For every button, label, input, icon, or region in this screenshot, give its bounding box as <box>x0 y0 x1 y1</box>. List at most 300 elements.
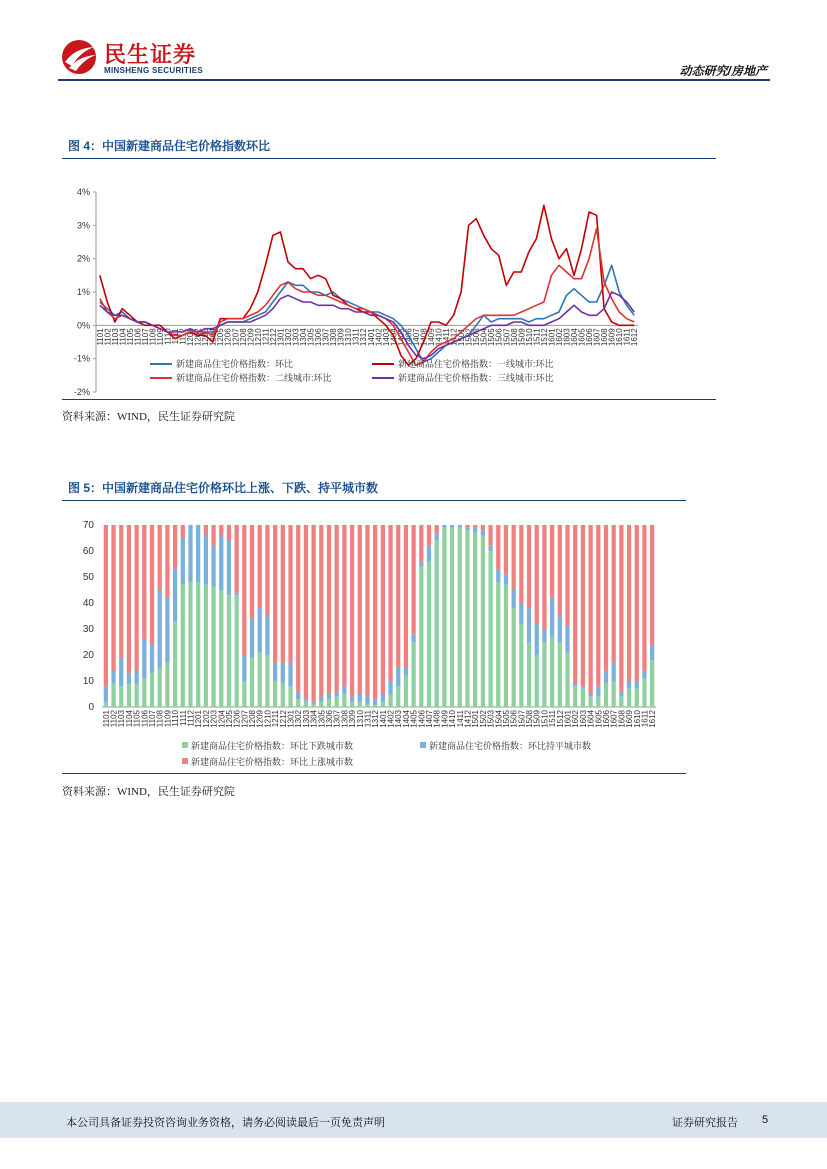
bar-segment-1 <box>396 686 400 707</box>
bar-segment-2 <box>127 673 131 683</box>
bar-segment-2 <box>458 525 462 528</box>
x-tick-label: 1106 <box>133 328 143 346</box>
bar-segment-3 <box>165 525 169 598</box>
bar-segment-3 <box>373 525 377 699</box>
x-tick-label: 1111 <box>178 710 188 727</box>
x-tick-label: 1505 <box>501 710 511 728</box>
y-tick-label: -2% <box>73 387 90 397</box>
x-tick-label: 1611 <box>622 328 632 346</box>
legend-label-3: 新建商品住宅价格指数：环比上涨城市数 <box>191 757 354 767</box>
bar-segment-3 <box>311 525 315 702</box>
bar-segment-3 <box>342 525 346 686</box>
x-tick-label: 1603 <box>578 710 588 728</box>
bar-segment-2 <box>327 694 331 699</box>
bar-segment-1 <box>527 642 531 707</box>
bar-segment-2 <box>296 691 300 699</box>
page-number: 5 <box>762 1114 769 1126</box>
bar-segment-2 <box>135 671 139 684</box>
x-tick-label: 1405 <box>409 710 419 728</box>
x-tick-label: 1602 <box>554 328 564 347</box>
x-tick-label: 1511 <box>532 328 542 346</box>
bar-segment-1 <box>412 642 416 707</box>
figure5-top-rule <box>62 500 686 501</box>
bar-segment-3 <box>512 525 516 590</box>
figure5-title: 图 5：中国新建商品住宅价格环比上涨、下跌、持平城市数 <box>68 481 379 495</box>
figure4-bottom-rule <box>62 399 716 400</box>
x-tick-label: 1105 <box>132 710 142 728</box>
bar-segment-2 <box>419 561 423 566</box>
bar-segment-3 <box>504 525 508 574</box>
bar-segment-3 <box>542 525 546 629</box>
bar-segment-1 <box>642 678 646 707</box>
x-tick-label: 1506 <box>494 328 504 347</box>
bar-segment-3 <box>573 525 577 684</box>
x-tick-label: 1206 <box>223 328 233 347</box>
bar-segment-1 <box>242 681 246 707</box>
bar-segment-2 <box>188 525 192 582</box>
x-tick-label: 1101 <box>101 710 111 728</box>
bar-segment-3 <box>304 525 308 699</box>
bar-segment-3 <box>550 525 554 598</box>
x-tick-label: 1304 <box>299 328 309 347</box>
bar-segment-3 <box>388 525 392 681</box>
bar-segment-2 <box>396 668 400 686</box>
x-tick-label: 1204 <box>217 710 227 728</box>
bar-segment-1 <box>442 528 446 707</box>
bar-segment-2 <box>435 533 439 541</box>
x-tick-label: 1208 <box>238 328 248 347</box>
bar-segment-2 <box>104 686 108 702</box>
x-tick-label: 1512 <box>539 328 549 347</box>
y-tick-label: 40 <box>82 598 94 609</box>
bar-segment-3 <box>127 525 131 673</box>
x-tick-label: 1408 <box>432 710 442 728</box>
y-tick-label: 10 <box>82 676 94 687</box>
bar-segment-2 <box>650 645 654 661</box>
x-tick-label: 1308 <box>340 710 350 728</box>
bar-segment-3 <box>519 525 523 603</box>
bar-segment-1 <box>204 585 208 707</box>
bar-segment-3 <box>627 525 631 681</box>
bar-segment-2 <box>581 686 585 689</box>
bar-segment-1 <box>388 694 392 707</box>
bar-segment-2 <box>173 569 177 621</box>
bar-segment-3 <box>381 525 385 694</box>
bar-segment-2 <box>642 671 646 679</box>
bar-segment-1 <box>558 642 562 707</box>
bar-segment-1 <box>488 551 492 707</box>
x-tick-label: 1409 <box>426 328 436 347</box>
bar-segment-3 <box>204 525 208 535</box>
x-tick-label: 1408 <box>419 328 429 347</box>
bar-segment-1 <box>142 678 146 707</box>
x-tick-label: 1406 <box>417 710 427 728</box>
x-tick-label: 1301 <box>276 328 286 347</box>
bar-segment-2 <box>227 541 231 596</box>
x-tick-label: 1605 <box>594 710 604 728</box>
logo-text-en: MINSHENG SECURITIES <box>104 66 204 75</box>
x-tick-label: 1407 <box>411 328 421 347</box>
bar-segment-1 <box>211 587 215 707</box>
bar-segment-3 <box>319 525 323 697</box>
x-tick-label: 1203 <box>209 710 219 728</box>
bar-segment-1 <box>350 702 354 707</box>
bar-segment-2 <box>627 681 631 689</box>
y-tick-label: 0% <box>76 320 90 331</box>
x-tick-label: 1410 <box>448 710 458 728</box>
bar-segment-3 <box>496 525 500 569</box>
x-tick-label: 1510 <box>524 328 534 347</box>
bar-segment-1 <box>335 697 339 707</box>
x-tick-label: 1608 <box>617 710 627 728</box>
bar-segment-1 <box>373 704 377 707</box>
bar-segment-2 <box>204 535 208 584</box>
x-tick-label: 1506 <box>509 710 519 728</box>
x-tick-label: 1602 <box>571 710 581 728</box>
figure4-line-chart <box>62 178 716 398</box>
footer-disclaimer: 本公司具备证券投资咨询业务资格，请务必阅读最后一页免责声明 <box>66 1117 385 1129</box>
bar-segment-1 <box>173 621 177 707</box>
bar-segment-3 <box>581 525 585 686</box>
bar-segment-3 <box>119 525 123 658</box>
bar-segment-2 <box>481 530 485 535</box>
bar-segment-3 <box>612 525 616 663</box>
x-tick-label: 1112 <box>186 710 196 727</box>
x-tick-label: 1302 <box>283 328 293 347</box>
x-tick-label: 1409 <box>440 710 450 728</box>
bar-segment-3 <box>142 525 146 639</box>
bar-segment-2 <box>119 658 123 687</box>
bar-segment-3 <box>327 525 331 694</box>
bar-segment-1 <box>111 684 115 707</box>
x-tick-label: 1109 <box>155 328 165 346</box>
bar-segment-2 <box>365 697 369 705</box>
x-tick-label: 1307 <box>321 328 331 347</box>
bar-segment-2 <box>388 681 392 694</box>
x-tick-label: 1601 <box>547 328 557 347</box>
bar-segment-2 <box>158 590 162 668</box>
bar-segment-2 <box>288 663 292 686</box>
y-tick-label: 0 <box>88 702 94 713</box>
x-tick-label: 1401 <box>366 328 376 347</box>
x-tick-label: 1211 <box>261 328 271 346</box>
y-tick-label: 1% <box>76 287 90 297</box>
bar-segment-2 <box>596 686 600 696</box>
x-tick-label: 1411 <box>455 710 465 728</box>
x-tick-label: 1604 <box>570 328 580 347</box>
bar-segment-1 <box>565 652 569 707</box>
bar-segment-1 <box>281 684 285 707</box>
bar-segment-3 <box>158 525 162 590</box>
bar-segment-3 <box>111 525 115 671</box>
bar-segment-1 <box>319 702 323 707</box>
x-tick-label: 1211 <box>271 710 281 728</box>
y-tick-label: 60 <box>82 546 94 557</box>
bar-segment-2 <box>150 645 154 674</box>
x-tick-label: 1503 <box>486 710 496 728</box>
bar-segment-1 <box>365 704 369 707</box>
bar-segment-1 <box>119 686 123 707</box>
bar-segment-1 <box>250 658 254 707</box>
figure4-source: 资料来源：WIND，民生证券研究院 <box>62 411 235 423</box>
bar-segment-1 <box>604 684 608 707</box>
legend-label-1: 新建商品住宅价格指数：环比 <box>176 359 294 369</box>
bar-segment-2 <box>281 663 285 684</box>
bar-segment-1 <box>650 660 654 707</box>
x-tick-label: 1112 <box>178 328 188 345</box>
bar-segment-2 <box>588 694 592 697</box>
bar-segment-3 <box>588 525 592 694</box>
bar-segment-2 <box>496 569 500 582</box>
x-tick-label: 1411 <box>442 328 452 346</box>
bar-segment-3 <box>358 525 362 694</box>
x-tick-label: 1401 <box>378 710 388 728</box>
footer-report-type: 证券研究报告 <box>672 1117 738 1129</box>
bar-segment-3 <box>635 525 639 681</box>
x-tick-label: 1107 <box>140 328 150 346</box>
bar-segment-1 <box>496 582 500 707</box>
bar-segment-2 <box>304 699 308 702</box>
x-tick-label: 1210 <box>253 328 263 347</box>
bar-segment-3 <box>335 525 339 691</box>
x-tick-label: 1604 <box>586 710 596 728</box>
bar-segment-2 <box>242 655 246 681</box>
bar-segment-3 <box>288 525 292 663</box>
x-tick-label: 1404 <box>401 710 411 728</box>
bar-segment-1 <box>619 697 623 707</box>
bar-segment-1 <box>450 528 454 707</box>
bar-segment-3 <box>619 525 623 691</box>
x-tick-label: 1607 <box>592 328 602 347</box>
x-tick-label: 1303 <box>301 710 311 728</box>
bar-segment-1 <box>404 676 408 707</box>
bar-segment-3 <box>273 525 277 663</box>
bar-segment-2 <box>250 619 254 658</box>
bar-segment-3 <box>465 525 469 528</box>
bar-segment-2 <box>465 528 469 531</box>
x-tick-label: 1312 <box>371 710 381 728</box>
bar-segment-3 <box>435 525 439 533</box>
x-tick-label: 1103 <box>110 328 120 346</box>
bar-segment-2 <box>181 538 185 585</box>
bar-segment-1 <box>504 585 508 707</box>
x-tick-label: 1611 <box>640 710 650 728</box>
bar-segment-2 <box>535 624 539 655</box>
bar-segment-1 <box>519 624 523 707</box>
bar-segment-1 <box>165 663 169 707</box>
x-tick-label: 1103 <box>117 710 127 728</box>
bar-segment-2 <box>412 634 416 642</box>
bar-segment-1 <box>342 694 346 707</box>
bar-segment-3 <box>135 525 139 671</box>
bar-segment-2 <box>196 525 200 582</box>
bar-segment-2 <box>311 702 315 705</box>
bar-segment-2 <box>519 603 523 624</box>
bar-segment-2 <box>619 691 623 696</box>
y-tick-label: 50 <box>82 572 94 583</box>
bar-segment-2 <box>404 668 408 676</box>
x-tick-label: 1403 <box>394 710 404 728</box>
bar-segment-1 <box>573 686 577 707</box>
bar-segment-1 <box>550 637 554 707</box>
bar-segment-3 <box>481 525 485 530</box>
bar-segment-2 <box>358 694 362 702</box>
x-tick-label: 1312 <box>359 328 369 347</box>
bar-segment-3 <box>535 525 539 624</box>
x-tick-label: 1510 <box>540 710 550 728</box>
bar-segment-2 <box>211 546 215 588</box>
x-tick-label: 1205 <box>216 328 226 347</box>
x-tick-label: 1109 <box>163 710 173 728</box>
x-tick-label: 1509 <box>517 328 527 347</box>
x-tick-label: 1305 <box>306 328 316 347</box>
bar-segment-1 <box>227 595 231 707</box>
x-tick-label: 1107 <box>148 710 158 728</box>
brand-logo <box>60 38 220 78</box>
bar-segment-1 <box>235 595 239 707</box>
bar-segment-1 <box>196 582 200 707</box>
bar-segment-3 <box>235 525 239 593</box>
bar-segment-1 <box>158 668 162 707</box>
bar-segment-3 <box>473 525 477 528</box>
bar-segment-2 <box>219 535 223 590</box>
x-tick-label: 1110 <box>171 710 181 727</box>
x-tick-label: 1205 <box>224 710 234 728</box>
bar-segment-3 <box>527 525 531 608</box>
bar-segment-1 <box>542 642 546 707</box>
x-tick-label: 1210 <box>263 710 273 728</box>
y-tick-label: 2% <box>76 253 90 264</box>
x-tick-label: 1610 <box>615 328 625 347</box>
x-tick-label: 1511 <box>548 710 558 728</box>
figure5-bottom-rule <box>62 773 686 774</box>
bar-segment-3 <box>265 525 269 616</box>
bar-segment-3 <box>173 525 177 569</box>
bar-segment-1 <box>150 673 154 707</box>
y-tick-label: 3% <box>76 220 90 231</box>
x-tick-label: 1406 <box>404 328 414 347</box>
x-tick-label: 1512 <box>555 710 565 728</box>
x-tick-label: 1201 <box>194 710 204 728</box>
bar-segment-2 <box>512 590 516 608</box>
bar-segment-2 <box>612 663 616 681</box>
y-tick-label: -1% <box>73 353 90 364</box>
bar-segment-2 <box>573 684 577 687</box>
bar-segment-1 <box>311 704 315 707</box>
x-tick-label: 1505 <box>487 328 497 347</box>
bar-segment-3 <box>650 525 654 645</box>
x-tick-label: 1501 <box>471 710 481 728</box>
bar-segment-1 <box>288 686 292 707</box>
bar-segment-2 <box>235 593 239 596</box>
legend-label-1: 新建商品住宅价格指数：环比下跌城市数 <box>191 741 354 751</box>
x-tick-label: 1502 <box>478 710 488 728</box>
x-tick-label: 1412 <box>449 328 459 347</box>
x-tick-label: 1104 <box>118 328 128 346</box>
figure5-stacked-bar-chart <box>62 514 686 772</box>
bar-segment-3 <box>396 525 400 668</box>
bar-segment-3 <box>419 525 423 561</box>
bar-segment-1 <box>296 699 300 707</box>
bar-segment-3 <box>227 525 231 541</box>
bar-segment-3 <box>104 525 108 686</box>
bar-segment-2 <box>542 629 546 642</box>
bar-segment-2 <box>604 671 608 684</box>
figure4-title: 图 4：中国新建商品住宅价格指数环比 <box>68 139 271 153</box>
legend-swatch-1 <box>182 742 188 748</box>
x-tick-label: 1311 <box>363 710 373 728</box>
bar-segment-1 <box>104 702 108 707</box>
bar-segment-1 <box>596 697 600 707</box>
bar-segment-2 <box>111 671 115 684</box>
bar-segment-3 <box>250 525 254 619</box>
minsheng-logo-icon <box>60 38 100 76</box>
x-tick-label: 1612 <box>648 710 658 728</box>
x-tick-label: 1603 <box>562 328 572 347</box>
x-tick-label: 1605 <box>577 328 587 347</box>
bar-segment-3 <box>604 525 608 671</box>
bar-segment-3 <box>412 525 416 634</box>
x-tick-label: 1309 <box>336 328 346 347</box>
legend-label-3: 新建商品住宅价格指数：二线城市:环比 <box>176 373 332 383</box>
x-tick-label: 1504 <box>479 328 489 347</box>
bar-segment-1 <box>635 689 639 707</box>
y-tick-label: 30 <box>82 624 94 635</box>
x-tick-label: 1501 <box>457 328 467 347</box>
legend-label-2: 新建商品住宅价格指数：一线城市:环比 <box>398 359 554 369</box>
y-tick-label: 4% <box>76 187 90 197</box>
bar-segment-1 <box>465 530 469 707</box>
x-tick-label: 1204 <box>208 328 218 347</box>
bar-segment-1 <box>188 582 192 707</box>
bar-segment-1 <box>304 702 308 707</box>
x-tick-label: 1302 <box>294 710 304 728</box>
bar-segment-1 <box>588 697 592 707</box>
x-tick-label: 1201 <box>186 328 196 347</box>
x-tick-label: 1405 <box>396 328 406 347</box>
x-tick-label: 1606 <box>585 328 595 347</box>
bar-segment-1 <box>358 702 362 707</box>
bar-segment-2 <box>427 546 431 562</box>
bar-segment-2 <box>373 699 377 704</box>
x-tick-label: 1108 <box>148 328 158 346</box>
bar-segment-1 <box>127 684 131 707</box>
bar-segment-2 <box>527 608 531 642</box>
bar-segment-1 <box>512 608 516 707</box>
legend-label-4: 新建商品住宅价格指数：三线城市:环比 <box>398 373 554 383</box>
x-tick-label: 1601 <box>563 710 573 728</box>
x-tick-label: 1308 <box>329 328 339 347</box>
bar-segment-2 <box>450 525 454 528</box>
bar-segment-2 <box>550 598 554 637</box>
x-tick-label: 1101 <box>95 328 105 346</box>
bar-segment-1 <box>181 585 185 707</box>
x-tick-label: 1404 <box>389 328 399 347</box>
bar-segment-3 <box>211 525 215 546</box>
x-tick-label: 1111 <box>171 328 181 345</box>
x-tick-label: 1207 <box>231 328 241 347</box>
bar-segment-2 <box>265 616 269 655</box>
x-tick-label: 1202 <box>201 710 211 728</box>
x-tick-label: 1310 <box>355 710 365 728</box>
x-tick-label: 1508 <box>509 328 519 347</box>
x-tick-label: 1507 <box>517 710 527 728</box>
bar-segment-1 <box>612 681 616 707</box>
x-tick-label: 1606 <box>601 710 611 728</box>
x-tick-label: 1306 <box>324 710 334 728</box>
x-tick-label: 1203 <box>201 328 211 347</box>
bar-segment-2 <box>319 697 323 702</box>
